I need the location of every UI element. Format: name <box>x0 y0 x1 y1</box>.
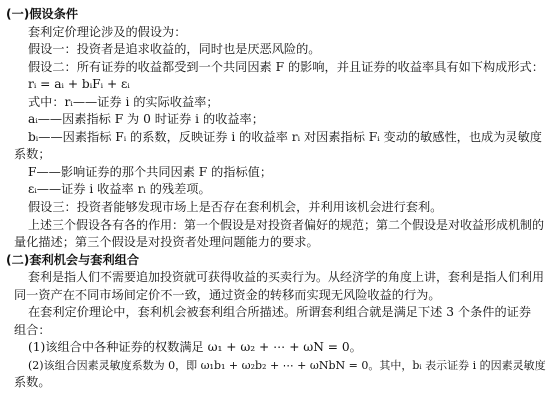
summary-paragraph: 上述三个假设各有各的作用：第一个假设是对投资者偏好的规范；第二个假设是对收益形成机制的 <box>28 217 545 232</box>
condition-two-cont: 系数。 <box>14 375 51 390</box>
arbitrage-definition: 套利是指人们不需要追加投资就可获得收益的买卖行为。从经济学的角度上讲，套利是指人们利用 <box>28 270 545 285</box>
assumption-one: 假设一：投资者是追求收益的，同时也是厌恶风险的。 <box>28 42 321 57</box>
definition-f: F——影响证券的那个共同因素 F 的指标值； <box>28 164 273 179</box>
section-heading-assumptions: (一)假设条件 <box>6 7 79 21</box>
paragraph-intro: 套利定价理论涉及的假设为： <box>28 24 187 39</box>
arbitrage-definition-cont: 同一资产在不同市场间定价不一致，通过资金的转移而实现无风险收益的行为。 <box>14 287 441 302</box>
definition-bi: bᵢ——因素指标 Fᵢ 的系数，反映证券 i 的收益率 rᵢ 对因素指标 Fᵢ 变动的敏感性，也成为灵敏度 <box>28 129 542 144</box>
definition-ri: 式中：rᵢ——证券 i 的实际收益率； <box>28 94 219 109</box>
section-heading-arbitrage: (二)套利机会与套利组合 <box>6 252 140 267</box>
arbitrage-portfolio-intro-cont: 组合： <box>14 322 51 337</box>
assumption-three: 假设三：投资者能够发现市场上是否存在套利机会，并利用该机会进行套利。 <box>28 200 443 215</box>
condition-one: (1)该组合中各种证券的权数满足 ω₁ + ω₂ + ⋯ + ωN = 0。 <box>28 340 362 355</box>
condition-two: (2)该组合因素灵敏度系数为 0，即 ω₁b₁ + ω₂b₂ + ⋯ + ωNbN = 0。其中，bᵢ 表示证券 i 的因素灵敏度 <box>28 358 546 372</box>
assumption-two: 假设二：所有证券的收益都受到一个共同因素 F 的影响，并且证券的收益率具有如下构成形式： <box>28 59 544 74</box>
arbitrage-portfolio-intro: 在套利定价理论中，套利机会被套利组合所描述。所谓套利组合就是满足下述 3 个条件的证券 <box>28 305 532 320</box>
definition-bi-cont: 系数； <box>14 147 51 162</box>
summary-paragraph-cont: 量化描述；第三个假设是对投资者处理问题能力的要求。 <box>14 235 319 250</box>
definition-epsilon: εᵢ——证券 i 收益率 rᵢ 的残差项。 <box>28 182 211 197</box>
formula-return: rᵢ = aᵢ + bᵢFᵢ + εᵢ <box>28 77 130 92</box>
definition-ai: aᵢ——因素指标 F 为 0 时证券 i 的收益率； <box>28 112 264 127</box>
